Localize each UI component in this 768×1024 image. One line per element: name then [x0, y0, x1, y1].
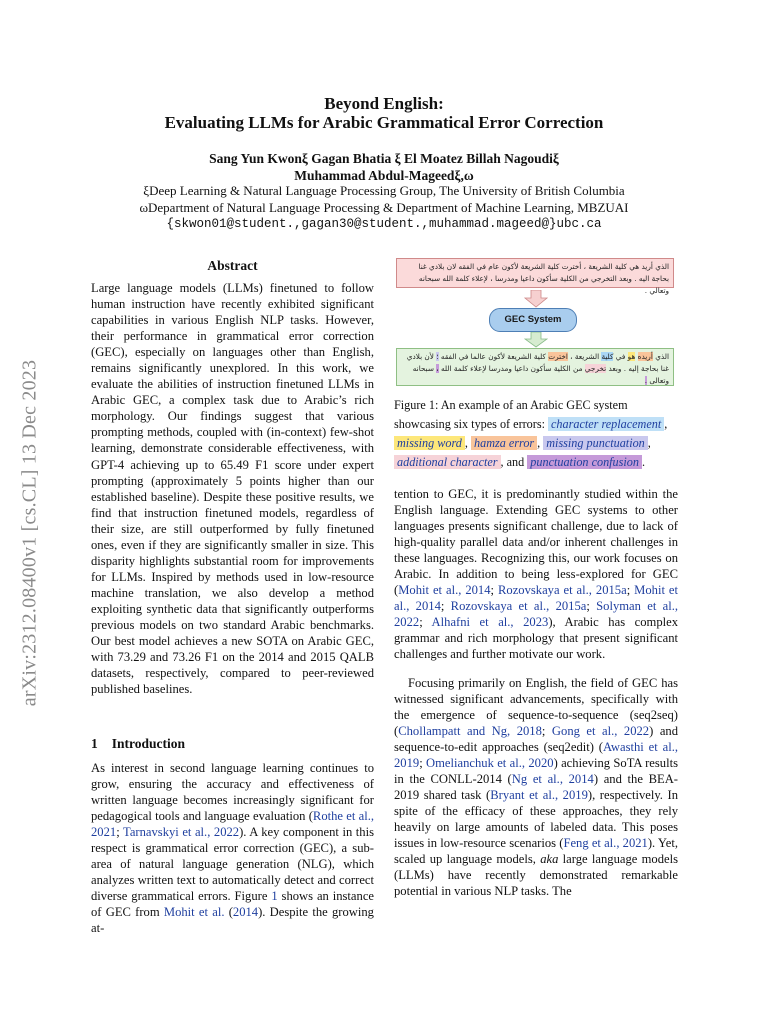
- error-type-tag: punctuation confusion: [527, 455, 642, 469]
- section-number: 1: [91, 736, 98, 751]
- citation-link[interactable]: Rozovskaya et al., 2015a: [498, 583, 627, 598]
- error-type-tag: character replacement: [548, 417, 664, 431]
- citation-link[interactable]: Mohit et al., 2014: [398, 583, 491, 598]
- citation-link[interactable]: Alhafni et al., 2023: [431, 615, 549, 630]
- right-column-text: [394, 486, 678, 899]
- section-title: Introduction: [111, 736, 186, 751]
- paper-title-line1: Beyond English:: [324, 94, 444, 113]
- citation-link[interactable]: Rozovskaya et al., 2015a: [450, 599, 587, 614]
- down-arrow-icon: [524, 290, 548, 308]
- section-heading-introduction: [91, 736, 185, 752]
- citation-link[interactable]: Solyman et al., 2022: [394, 599, 678, 630]
- citation-link[interactable]: 2014: [232, 905, 259, 920]
- citation-link[interactable]: Feng et al., 2021: [563, 835, 648, 850]
- gec-system-node: GEC System: [489, 308, 577, 332]
- citation-link[interactable]: Mohit et al., 2014: [394, 583, 678, 614]
- arxiv-identifier: arXiv:2312.08400v1 [cs.CL] 13 Dec 2023: [18, 359, 41, 707]
- citation-link[interactable]: Gong et al., 2022: [551, 723, 650, 738]
- error-type-tag: missing punctuation: [543, 436, 648, 450]
- abstract-text: Large language models (LLMs) finetuned to follow human instruction have recently exhibited significant capabilities in various English NLP tasks. However, their performance in grammatical error correction (GEC), especially on languages other than English, remains significantly unexplored. In this work, we evaluate the abilities of instruction finetuned LLMs in Arabic GEC, a complex task due to Arabic’s rich morphology. Our findings suggest that various prompting methods, coupled with (in-context) few-shot learning, demonstrate considerable effectiveness, with GPT-4 achieving up to 65.49 F1 score under expert prompting (approximately 5 points higher than our established baseline). Despite these positive results, we find that instruction finetuned models, regardless of their size, are still outperformed by fully finetuned ones, even if they are significantly smaller in size. This disparity highlights substantial room for improvements for LLMs. Inspired by methods used in low-resource machine translation, we also develop a method exploiting synthetic data that significantly outperforms previous models on two standard Arabic benchmarks. Our best model achieves a new SOTA on Arabic GEC, with 73.29 and 73.26 F1 on the 2014 and 2015 QALB datasets, respectively, compared to peer-reviewed published baselines.: [91, 281, 374, 697]
- error-type-tag: additional character: [394, 455, 501, 469]
- abstract-body: [91, 280, 374, 697]
- error-type-tag: missing word: [394, 436, 465, 450]
- citation-link[interactable]: Mohit et al.: [163, 905, 225, 920]
- citation-link[interactable]: Chollampatt and Ng, 2018: [398, 723, 542, 738]
- figure-caption: Figure 1: An example of an Arabic GEC system showcasing six types of errors: character replacement , missing word , hamza error , missing punctuation , additional character , and punctuation confusion .: [394, 398, 668, 469]
- affiliation-mbzuai: ωDepartment of Natural Language Processing & Department of Machine Learning, MBZUAI: [139, 200, 629, 215]
- paragraph: tention to GEC, it is predominantly studied within the English language. Extending GEC systems to other languages presents significant challenge, due to lack of high-quality parallel data and/or inherent challenges in these languages. Recognizing this, our work focuses on Arabic. In addition to being less-explored for GEC (Mohit et al., 2014; Rozovskaya et al., 2015a; Mohit et al., 2014; Rozovskaya et al., 2015a; Solyman et al., 2022; Alhafni et al., 2023), Arabic has complex grammar and rich morphology that present significant challenges and further motivate our work.: [394, 487, 679, 662]
- citation-link[interactable]: Omelianchuk et al., 2020: [426, 755, 554, 770]
- input-text-box: الذي أريد هي كلية الشريعة ، أخترت كلية الشريعة لأكون عام في الفقه لان بلادي غنا بحاجة اليه . وبعد التخرجي من الكلية سأكون داعيا ومدرسا ، لإعلاء كلمة الله سبحانه وتعالي .: [396, 258, 674, 288]
- citation-link[interactable]: Tarnavskyi et al., 2022: [123, 825, 240, 840]
- affiliation-ubc: ξDeep Learning & Natural Language Processing Group, The University of British Columbia: [143, 183, 625, 198]
- intro-paragraph: As interest in second language learning continues to grow, ensuring the accuracy and effectiveness of written language becomes increasingly significant for pedagogical tools and language evaluation (Rothe et al., 2021; Tarnavskyi et al., 2022). A key component in this respect is grammatical error correction (GEC), a sub-area of natural language generation (NLG), which analyzes written text to automatically detect and correct diverse grammatical errors. Figure 1 shows an instance of GEC from Mohit et al. (2014). Despite the growing at-: [91, 761, 375, 936]
- citation-link[interactable]: Rothe et al., 2021: [91, 809, 374, 840]
- authors-line1: Sang Yun Kwonξ Gagan Bhatia ξ El Moatez Billah Nagoudiξ: [209, 151, 559, 166]
- down-arrow-icon: [524, 332, 548, 348]
- citation-link[interactable]: Bryant et al., 2019: [490, 787, 588, 802]
- author-emails: {skwon01@student.,gagan30@student.,muhammad.mageed@}ubc.ca: [166, 217, 602, 231]
- figure-ref-link[interactable]: 1: [271, 889, 278, 904]
- paragraph: Focusing primarily on English, the field of GEC has witnessed significant advancements, specifically with the emergence of sequence-to-sequence (seq2seq) (Chollampatt and Ng, 2018; Gong et al., 2022) and sequence-to-edit approaches (seq2edit) (Awasthi et al., 2019; Omelianchuk et al., 2020) achieving SoTA results in the CONLL-2014 (Ng et al., 2014) and the BEA-2019 shared task (Bryant et al., 2019), respectively. In spite of the efficacy of these approaches, they rely heavily on large amounts of labeled data. This poses issues in low-resource scenarios (Feng et al., 2021). Yet, scaled up language models, aka large language models (LLMs) have recently demonstrated remarkable potential in various NLP tasks. The: [394, 675, 679, 899]
- error-type-tag: hamza error: [471, 436, 537, 450]
- authors-line2: Muhammad Abdul-Mageedξ,ω: [294, 168, 474, 183]
- corrected-text-box: الذي أريده هو في كلية الشريعة ، اخترت كلية الشريعة لأكون عالما في الفقه ؛ لأن بلادي غنا بحاجة إليه . وبعد تخرجي من الكلية سأكون داعيا ومدرسا لإعلاء كلمة الله ، سبحانه وتعالى .: [396, 348, 674, 386]
- citation-link[interactable]: Awasthi et al., 2019: [394, 739, 678, 770]
- paper-title-line2: Evaluating LLMs for Arabic Grammatical Error Correction: [164, 113, 604, 132]
- figure-gec-example: [394, 258, 680, 388]
- citation-link[interactable]: Ng et al., 2014: [511, 771, 594, 786]
- abstract-heading: Abstract: [207, 258, 258, 273]
